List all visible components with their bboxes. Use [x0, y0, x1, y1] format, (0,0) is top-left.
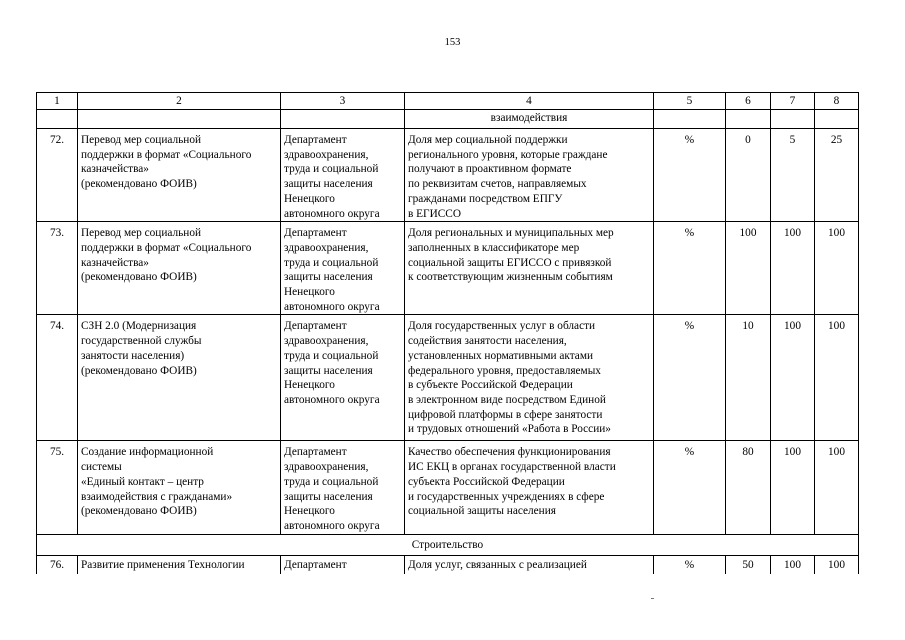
measure-name: Создание информационной системы «Единый контакт – центр взаимодействия с гражданами» (рекомендовано ФОИВ)	[78, 441, 281, 534]
page-number: 153	[444, 37, 461, 48]
value-col-7: 100	[771, 441, 815, 534]
value-col-7: 5	[771, 129, 815, 222]
row-number: 72.	[37, 129, 78, 222]
responsible-department: Департамент	[281, 555, 405, 574]
indicator-description: Качество обеспечения функционирования ИС ЕКЦ в органах государственной власти субъекта Российской Федерации и государственных учреждениях в сфере социальной защиты населения	[405, 441, 654, 534]
value-col-8: 100	[815, 315, 859, 441]
indicator-description: Доля мер социальной поддержки регионального уровня, которые граждане получают в проактивном формате по реквизитам счетов, направляемых гражданами посредством ЕПГУ в ЕГИССО	[405, 129, 654, 222]
value-col-7: 100	[771, 222, 815, 315]
responsible-department: Департамент здравоохранения, труда и социальной защиты населения Ненецкого автономного округа	[281, 315, 405, 441]
value-col-7: 100	[771, 315, 815, 441]
column-number: 1	[37, 93, 78, 110]
value-col-6: 0	[726, 129, 771, 222]
responsible-department: Департамент здравоохранения, труда и социальной защиты населения Ненецкого автономного округа	[281, 129, 405, 222]
responsible-department: Департамент здравоохранения, труда и социальной защиты населения Ненецкого автономного округа	[281, 441, 405, 534]
measure-name: Перевод мер социальной поддержки в формат «Социального казначейства» (рекомендовано ФОИВ)	[78, 222, 281, 315]
continuation-text: взаимодействия	[405, 110, 654, 129]
value-col-8: 100	[815, 441, 859, 534]
indicator-description: Доля региональных и муниципальных мер заполненных в классификаторе мер социальной защиты ЕГИССО с привязкой к соответствующим жизненным событиям	[405, 222, 654, 315]
indicator-description: Доля услуг, связанных с реализацией	[405, 555, 654, 574]
value-col-6: 80	[726, 441, 771, 534]
measure-name: Развитие применения Технологии	[78, 555, 281, 574]
column-number: 8	[815, 93, 859, 110]
row-number: 74.	[37, 315, 78, 441]
value-col-8: 100	[815, 222, 859, 315]
indicator-description: Доля государственных услуг в области содействия занятости населения, установленных нормативными актами федерального уровня, предоставляемых в субъекте Российской Федерации в электронном виде посредством Единой цифровой платформы в сфере занятости и трудовых отношений «Работа в России»	[405, 315, 654, 441]
column-number: 2	[78, 93, 281, 110]
measure-name: СЗН 2.0 (Модернизация государственной службы занятости населения) (рекомендовано ФОИВ)	[78, 315, 281, 441]
value-col-6: 10	[726, 315, 771, 441]
indicators-table	[36, 92, 859, 574]
scan-speck	[651, 598, 654, 599]
value-col-6: 50	[726, 555, 771, 574]
unit: %	[654, 441, 726, 534]
column-number: 7	[771, 93, 815, 110]
value-col-8: 100	[815, 555, 859, 574]
unit: %	[654, 222, 726, 315]
table-row	[37, 441, 859, 534]
column-number: 4	[405, 93, 654, 110]
continuation-row	[37, 110, 859, 129]
table-row	[37, 555, 859, 574]
measure-name: Перевод мер социальной поддержки в формат «Социального казначейства» (рекомендовано ФОИВ)	[78, 129, 281, 222]
value-col-7: 100	[771, 555, 815, 574]
column-number: 3	[281, 93, 405, 110]
row-number: 73.	[37, 222, 78, 315]
row-number: 76.	[37, 555, 78, 574]
table-row	[37, 222, 859, 315]
unit: %	[654, 315, 726, 441]
table-row	[37, 129, 859, 222]
unit: %	[654, 129, 726, 222]
value-col-8: 25	[815, 129, 859, 222]
section-title: Строительство	[37, 534, 859, 555]
table-row	[37, 315, 859, 441]
value-col-6: 100	[726, 222, 771, 315]
unit: %	[654, 555, 726, 574]
column-number-row	[37, 93, 859, 110]
row-number: 75.	[37, 441, 78, 534]
section-row	[37, 534, 859, 555]
column-number: 5	[654, 93, 726, 110]
responsible-department: Департамент здравоохранения, труда и социальной защиты населения Ненецкого автономного округа	[281, 222, 405, 315]
column-number: 6	[726, 93, 771, 110]
